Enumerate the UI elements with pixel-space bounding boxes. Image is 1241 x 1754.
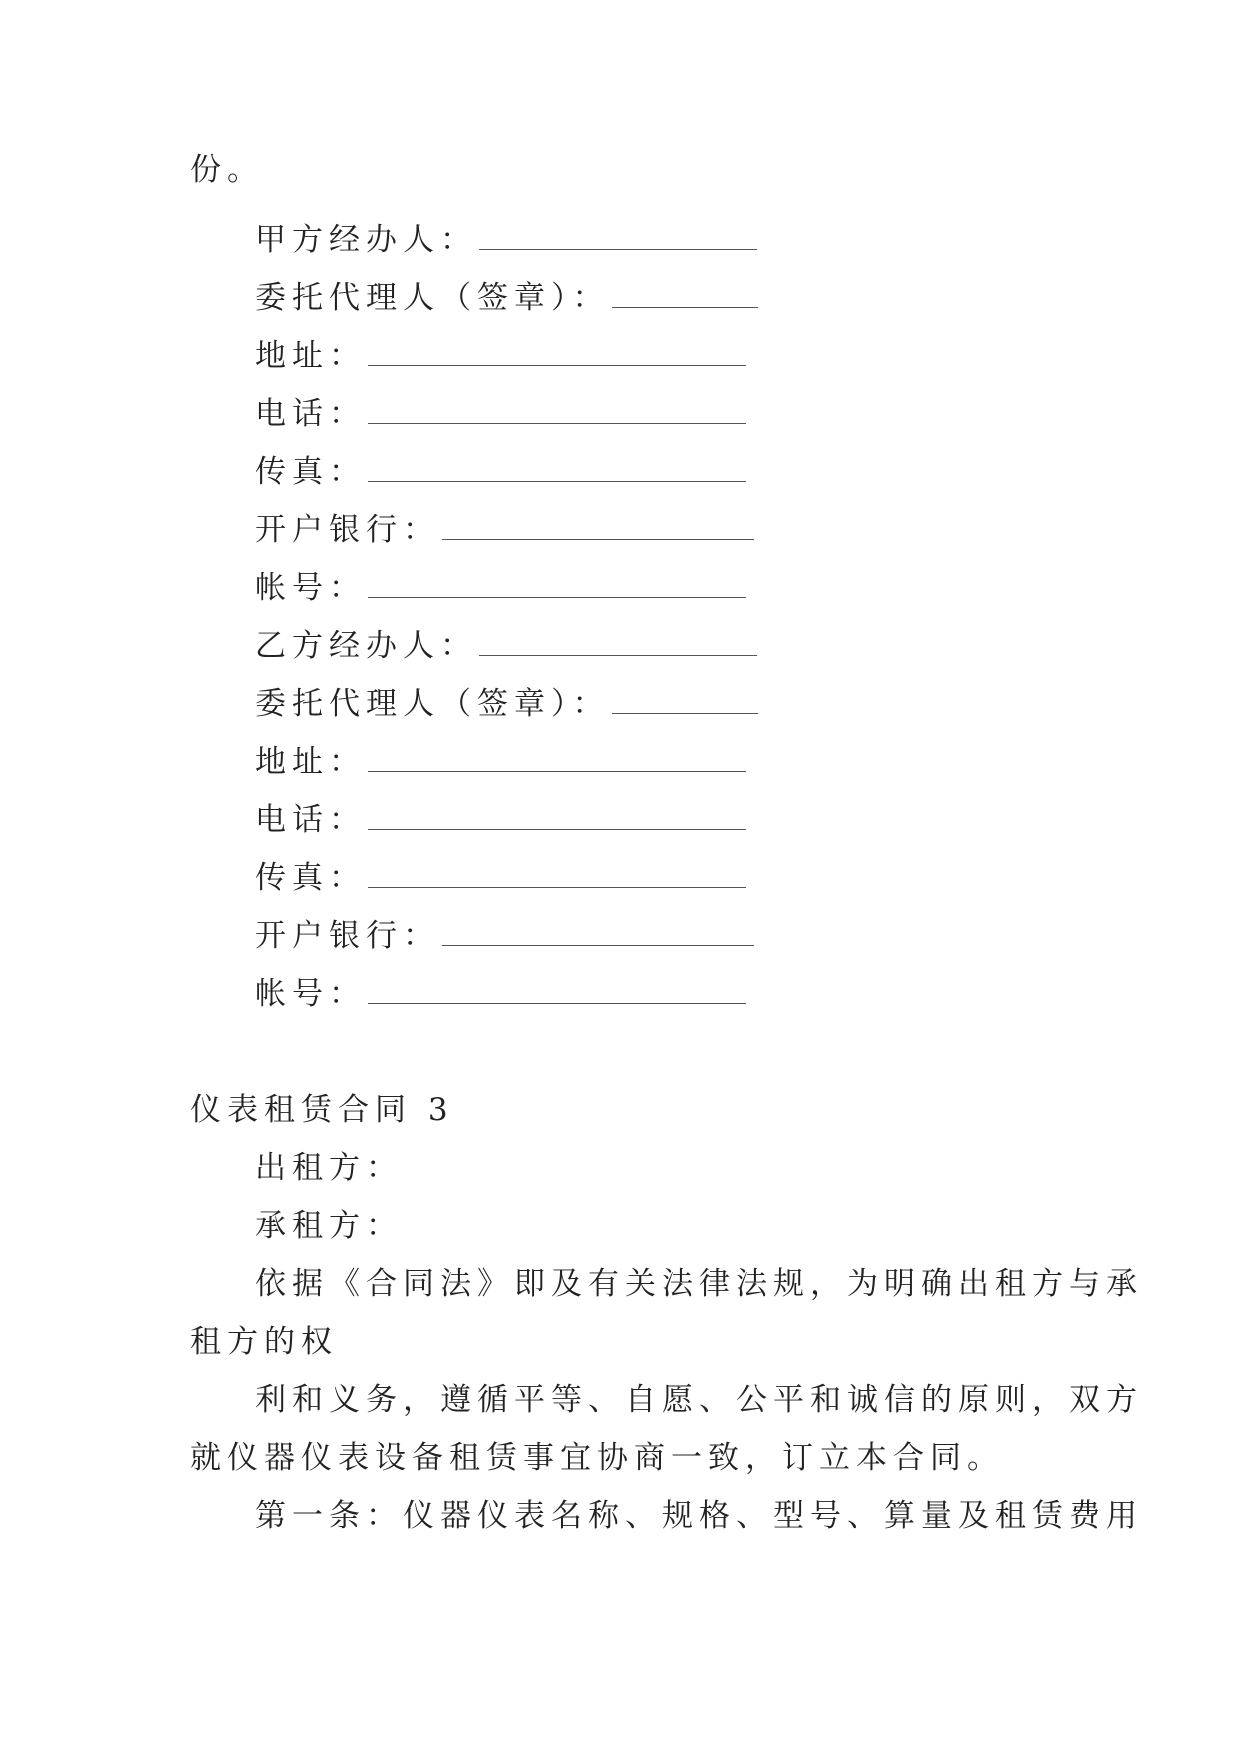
party-a-bank-blank[interactable] [442,511,754,540]
para2-line2: 就仪器仪表设备租赁事宜协商一致，订立本合同。 [190,1440,1004,1476]
party-a-phone-label: 电话： [255,396,366,432]
lessee-label: 承租方： [255,1208,403,1244]
section-title: 仪表租赁合同 3 [190,1092,454,1128]
article1-heading: 第一条：仪器仪表名称、规格、型号、算量及租赁费用 [255,1498,1143,1534]
party-b-handler-field [255,626,757,666]
party-b-account-field [255,974,746,1014]
party-a-phone-field [255,394,746,434]
party-a-account-field [255,568,746,608]
party-a-account-blank[interactable] [368,569,746,598]
lessor-label: 出租方： [255,1150,403,1186]
party-b-agent-label: 委托代理人（签章）： [255,686,610,722]
party-a-account-label: 帐号： [255,570,366,606]
party-a-fax-blank[interactable] [368,453,746,482]
party-b-address-blank[interactable] [368,743,746,772]
party-b-fax-label: 传真： [255,860,366,896]
party-b-agent-field [255,684,758,724]
party-a-bank-field [255,510,754,550]
party-b-handler-blank[interactable] [479,627,757,656]
party-a-phone-blank[interactable] [368,395,746,424]
party-b-bank-field [255,916,754,956]
party-b-phone-field [255,800,746,840]
party-a-fax-field [255,452,746,492]
party-a-address-blank[interactable] [368,337,746,366]
party-a-bank-label: 开户银行： [255,512,440,548]
party-a-agent-field [255,278,758,318]
party-b-agent-blank[interactable] [612,685,758,714]
party-a-address-field [255,336,746,376]
party-a-agent-blank[interactable] [612,279,758,308]
party-b-bank-blank[interactable] [442,917,754,946]
party-b-bank-label: 开户银行： [255,918,440,954]
party-b-handler-label: 乙方经办人： [255,628,477,664]
party-b-account-blank[interactable] [368,975,746,1004]
intro-tail: 份。 [190,152,264,188]
party-a-handler-blank[interactable] [479,221,757,250]
party-a-agent-label: 委托代理人（签章）： [255,280,610,316]
party-a-handler-field [255,220,757,260]
party-a-address-label: 地址： [255,338,366,374]
party-b-address-label: 地址： [255,744,366,780]
party-b-phone-blank[interactable] [368,801,746,830]
party-b-fax-blank[interactable] [368,859,746,888]
para2-line1: 利和义务，遵循平等、自愿、公平和诚信的原则，双方 [255,1382,1143,1418]
party-a-handler-label: 甲方经办人： [255,222,477,258]
party-b-address-field [255,742,746,782]
party-b-phone-label: 电话： [255,802,366,838]
party-b-account-label: 帐号： [255,976,366,1012]
party-a-fax-label: 传真： [255,454,366,490]
para1-line2: 租方的权 [190,1324,338,1360]
party-b-fax-field [255,858,746,898]
para1-line1: 依据《合同法》即及有关法律法规，为明确出租方与承 [255,1266,1143,1302]
